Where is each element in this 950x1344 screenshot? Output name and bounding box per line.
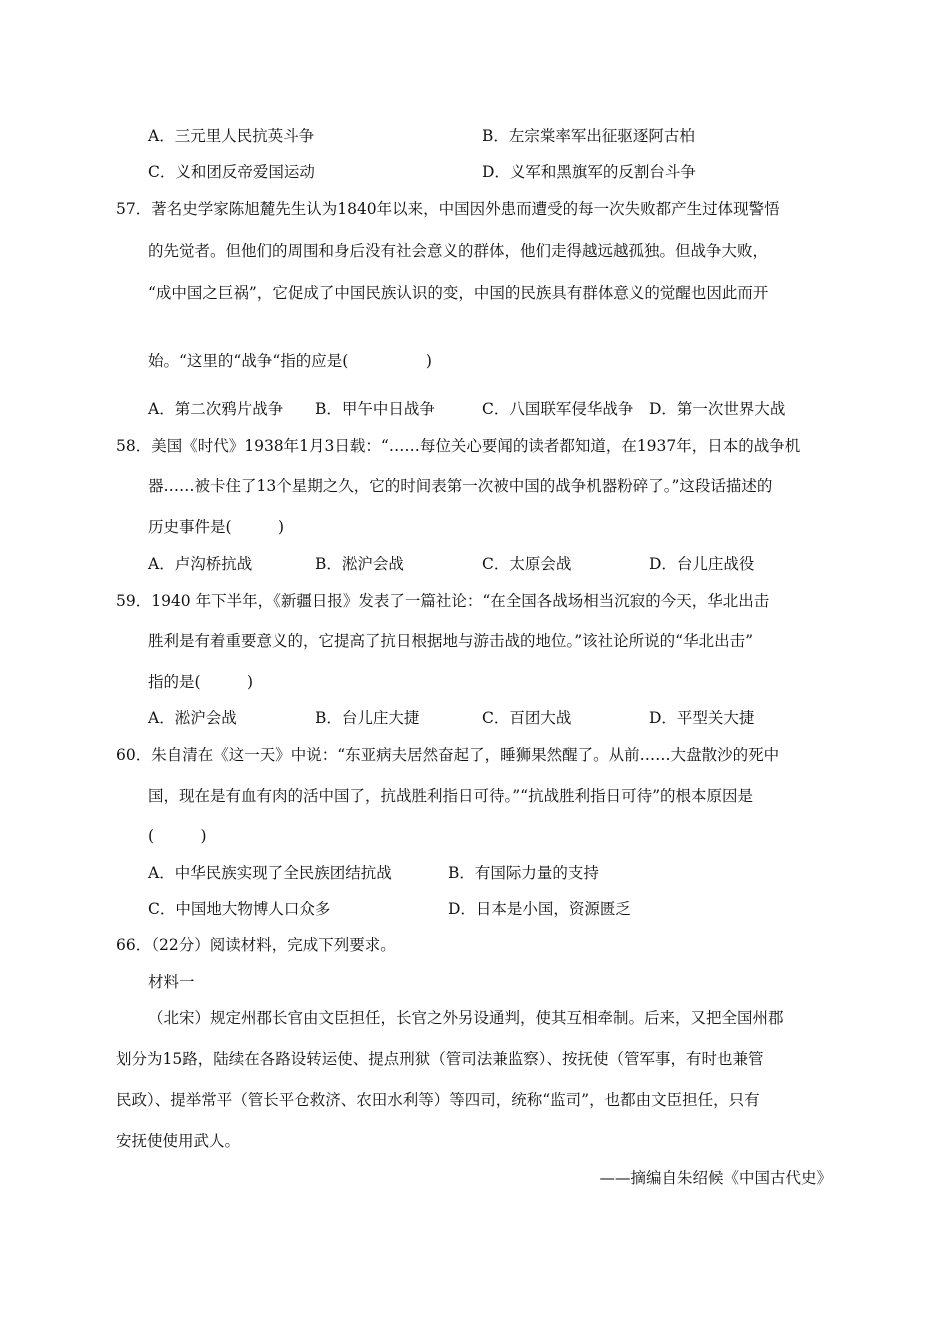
q59-option-b: B．台儿庄大捷 bbox=[315, 709, 420, 727]
q57-stem-line-3: “成中国之巨祸”，它促成了中国民族认识的变，中国的民族具有群体意义的觉醒也因此而开 bbox=[148, 284, 769, 302]
q57-stem-line-1: 57．著名史学家陈旭麓先生认为1840年以来，中国因外患而遭受的每一次失败都产生过体现警悟 bbox=[116, 200, 780, 218]
q59-stem-line-3: 指的是( ) bbox=[148, 673, 254, 691]
q57-option-b: B．甲午中日战争 bbox=[315, 400, 435, 418]
q57-stem-line-4: 始。“这里的“战争“指的应是( ) bbox=[148, 352, 432, 370]
q66-material-line-4: 安抚使使用武人。 bbox=[116, 1132, 241, 1150]
q58-option-d: D．台儿庄战役 bbox=[649, 555, 755, 573]
q59-option-d: D．平型关大捷 bbox=[649, 709, 755, 727]
q57-option-c: C．八国联军侵华战争 bbox=[482, 400, 634, 418]
q58-stem-line-3: 历史事件是( ) bbox=[148, 518, 285, 536]
q66-material-label: 材料一 bbox=[148, 973, 195, 991]
q66-material-line-2: 划分为15路，陆续在各路设转运使、提点刑狱（管司法兼监察）、按抚使（管军事，有时也兼管 bbox=[116, 1050, 764, 1068]
q58-option-a: A．卢沟桥抗战 bbox=[148, 555, 253, 573]
q59-stem-line-1: 59．1940 年下半年，《新疆日报》发表了一篇社论：“在全国各战场相当沉寂的今天，华北出击 bbox=[116, 592, 770, 610]
q66-source: ——摘编自朱绍候《中国古代史》 bbox=[599, 1169, 832, 1187]
q60-option-d: D．日本是小国，资源匮乏 bbox=[448, 900, 631, 918]
q58-stem-line-2: 器……被卡住了13个星期之久，它的时间表第一次被中国的战争机器粉碎了。”这段话描述的 bbox=[148, 477, 773, 495]
q60-option-b: B．有国际力量的支持 bbox=[448, 864, 599, 882]
q58-option-c: C．太原会战 bbox=[482, 555, 572, 573]
q59-stem-line-2: 胜利是有着重要意义的，它提高了抗日根据地与游击战的地位。”该社论所说的“华北出击” bbox=[148, 632, 754, 650]
q60-option-a: A．中华民族实现了全民族团结抗战 bbox=[148, 864, 392, 882]
q57-stem-line-2: 的先觉者。但他们的周围和身后没有社会意义的群体，他们走得越远越孤独。但战争大败， bbox=[148, 242, 769, 260]
q57-option-d: D．第一次世界大战 bbox=[649, 400, 786, 418]
q56-option-b: B．左宗棠率军出征驱逐阿古柏 bbox=[482, 127, 695, 145]
q66-heading: 66．（22分）阅读材料，完成下列要求。 bbox=[116, 936, 396, 954]
q57-option-a: A．第二次鸦片战争 bbox=[148, 400, 284, 418]
q58-stem-line-1: 58．美国《时代》1938年1月3日载：“……每位关心要闻的读者都知道，在1937年，日本的战争机 bbox=[116, 437, 801, 455]
q56-option-c: C．义和团反帝爱国运动 bbox=[148, 163, 315, 181]
q66-material-line-1: （北宋）规定州郡长官由文臣担任，长官之外另设通判，使其互相牵制。后来，又把全国州郡 bbox=[148, 1009, 784, 1027]
q60-stem-line-2: 国，现在是有血有肉的活中国了，抗战胜利指日可待。”“抗战胜利指日可待”的根本原因是 bbox=[148, 787, 754, 805]
q56-option-d: D．义军和黑旗军的反割台斗争 bbox=[482, 163, 696, 181]
q58-option-b: B．淞沪会战 bbox=[315, 555, 404, 573]
q60-stem-line-1: 60．朱自清在《这一天》中说：“东亚病夫居然奋起了，睡狮果然醒了。从前……大盘散沙的死中 bbox=[116, 746, 780, 764]
q60-stem-line-3: ( ) bbox=[148, 827, 207, 845]
q66-material-line-3: 民政）、提举常平（管长平仓救济、农田水利等）等四司，统称“监司”，也都由文臣担任，只有 bbox=[116, 1091, 760, 1109]
q60-option-c: C．中国地大物博人口众多 bbox=[148, 900, 331, 918]
q59-option-c: C．百团大战 bbox=[482, 709, 572, 727]
q59-option-a: A．淞沪会战 bbox=[148, 709, 237, 727]
q56-option-a: A．三元里人民抗英斗争 bbox=[148, 127, 315, 145]
